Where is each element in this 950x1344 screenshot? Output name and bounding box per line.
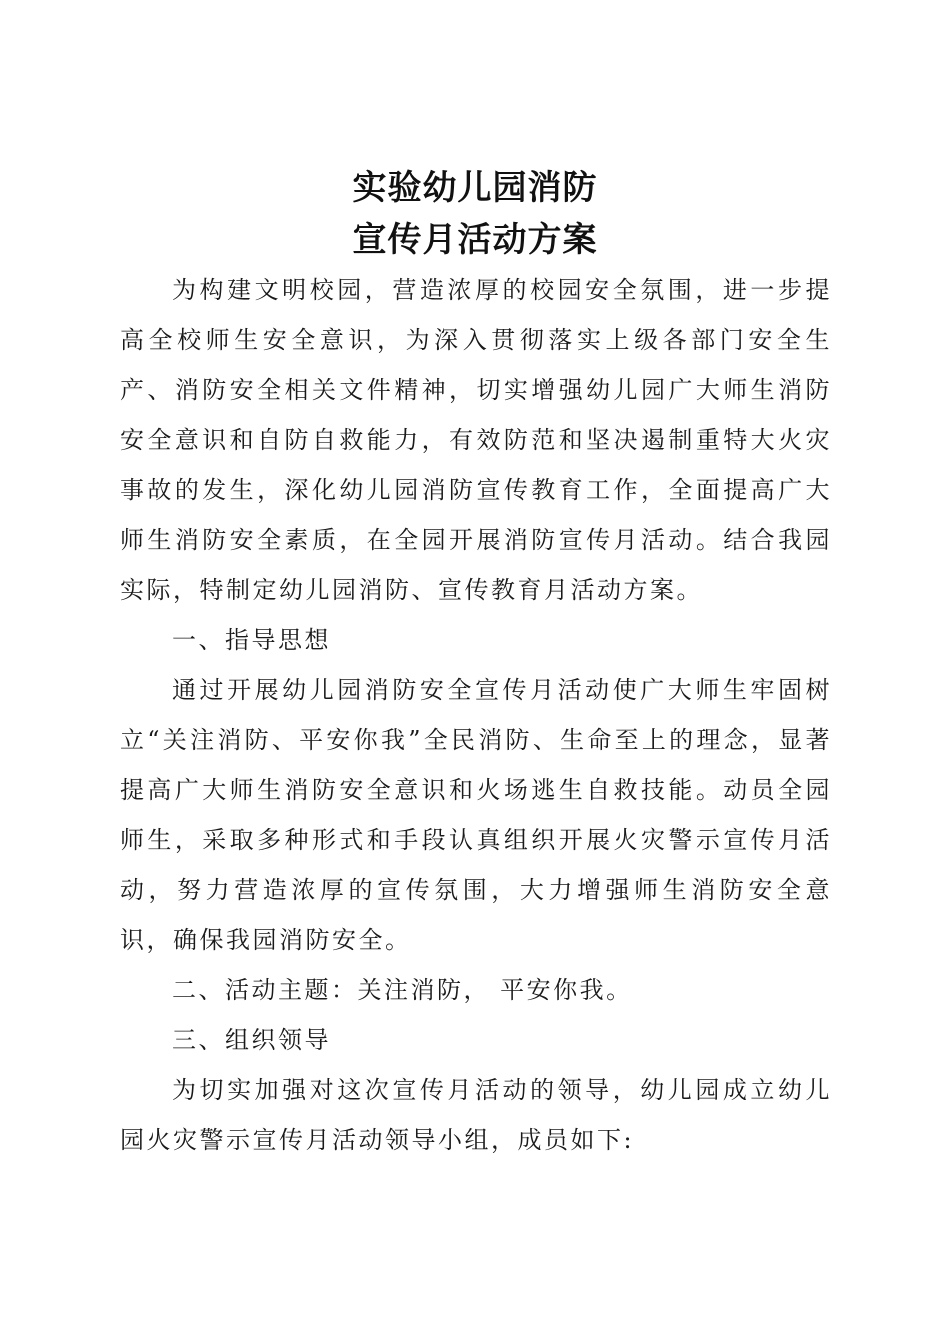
intro-paragraph: 为构建文明校园，营造浓厚的校园安全氛围，进一步提高全校师生安全意识，为深入贯彻落实上级各部门安全生产、消防安全相关文件精神，切实增强幼儿园广大师生消防安全意识和自防自救能力，有效防范和坚决遏制重特大火灾事故的发生，深化幼儿园消防宣传教育工作，全面提高广大师生消防安全素质，在全园开展消防宣传月活动。结合我园实际，特制定幼儿园消防、宣传教育月活动方案。 <box>120 276 832 604</box>
section-heading-guiding-ideology: 一、指导思想 <box>172 626 331 654</box>
section-heading-activity-theme: 二、活动主题：关注消防， 平安你我。 <box>172 976 633 1004</box>
document-title-line-2: 宣传月活动方案 <box>352 220 598 260</box>
section-heading-organization: 三、组织领导 <box>172 1026 331 1054</box>
document-title-line-1: 实验幼儿园消防 <box>352 168 598 208</box>
guiding-ideology-paragraph: 通过开展幼儿园消防安全宣传月活动使广大师生牢固树立“关注消防、平安你我”全民消防、生命至上的理念，显著提高广大师生消防安全意识和火场逃生自救技能。动员全园师生，采取多种形式和手段认真组织开展火灾警示宣传月活动，努力营造浓厚的宣传氛围，大力增强师生消防安全意识，确保我园消防安全。 <box>120 676 832 954</box>
document-body <box>120 265 832 1165</box>
organization-paragraph: 为切实加强对这次宣传月活动的领导，幼儿园成立幼儿园火灾警示宣传月活动领导小组，成员如下: <box>120 1076 832 1154</box>
